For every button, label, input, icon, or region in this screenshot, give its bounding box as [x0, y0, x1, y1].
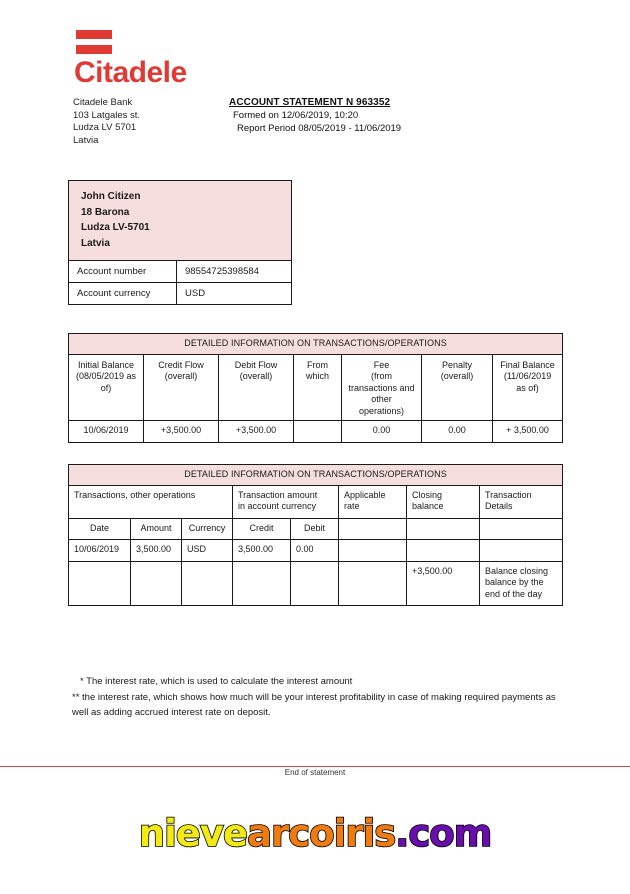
header-fee: [342, 354, 422, 421]
customer-name-address: [69, 181, 291, 261]
customer-country: Latvia: [81, 237, 110, 249]
group-header-closing-balance: [407, 485, 480, 518]
header-credit-flow: [144, 354, 219, 421]
header-penalty: [422, 354, 493, 421]
customer-info-box: [68, 180, 292, 305]
bank-address-block: [73, 97, 140, 147]
group-header-applicable-rate: [339, 485, 407, 518]
flag-bar-top: [76, 30, 112, 39]
cell-debit: [291, 561, 339, 606]
account-currency-row: [69, 283, 291, 304]
summary-table-title: DETAILED INFORMATION ON TRANSACTIONS/OPERATIONS: [69, 334, 563, 355]
cell-closing-balance: [407, 540, 480, 562]
footnote-single-asterisk: * The interest rate, which is used to calculate the interest amount: [80, 676, 353, 687]
header-final-balance-l3: as of): [516, 382, 539, 393]
cell-date: [69, 561, 131, 606]
cell-currency: [182, 561, 233, 606]
watermark: [0, 812, 630, 855]
bank-address-line-2: 103 Latgales st.: [73, 109, 141, 121]
header-debit-flow: [219, 354, 294, 421]
brand-logo-wordmark: Citadele: [74, 56, 187, 89]
cell-credit: 3,500.00: [233, 540, 291, 562]
cell-from-which: [294, 421, 342, 443]
header-from-which: [294, 354, 342, 421]
group-header-transaction-details: [480, 485, 563, 518]
sub-header-rate-spacer: [339, 518, 407, 540]
header-final-balance: [493, 354, 563, 421]
group-header-closing-l2: balance: [412, 501, 444, 511]
account-currency-label: Account currency: [69, 283, 177, 304]
sub-header-closing-spacer: [407, 518, 480, 540]
watermark-part-1: nieve: [138, 812, 248, 855]
cell-date: 10/06/2019: [69, 540, 131, 562]
customer-address2: Ludza LV-5701: [81, 222, 150, 233]
header-initial-balance-l2: (08/05/2019 as: [75, 371, 137, 381]
summary-table-title-row: [69, 334, 563, 355]
group-header-rate-l2: rate: [344, 501, 360, 511]
sub-header-details-spacer: [480, 518, 563, 540]
statement-meta-block: [229, 96, 401, 135]
bank-address-line-1: Citadele Bank: [73, 97, 133, 108]
header-debit-flow-l1: Debit Flow: [234, 359, 278, 370]
sub-header-debit: Debit: [291, 518, 339, 540]
summary-table: [68, 333, 563, 443]
end-of-statement-divider: [0, 766, 630, 767]
account-number-label: Account number: [69, 261, 177, 282]
detail-table-title: DETAILED INFORMATION ON TRANSACTIONS/OPERATIONS: [69, 465, 563, 486]
sub-header-currency: Currency: [182, 518, 233, 540]
account-number-value: 98554725398584: [185, 266, 259, 277]
header-final-balance-l1: Final Balance: [500, 359, 555, 370]
header-penalty-l2: (overall): [440, 371, 474, 381]
cell-amount: [131, 561, 182, 606]
latvian-flag-icon: [76, 30, 112, 54]
header-debit-flow-l2: (overall): [239, 371, 273, 381]
footnotes-block: [72, 674, 572, 721]
table-row: [69, 540, 563, 562]
detail-table: [68, 464, 563, 606]
customer-address1: 18 Barona: [81, 206, 130, 218]
statement-report-period: Report Period 08/05/2019 - 11/06/2019: [237, 123, 402, 134]
footnote-double-asterisk: ** the interest rate, which shows how much will be your interest profitability in case of making required payments as: [72, 691, 556, 703]
detail-table-title-row: [69, 465, 563, 486]
header-initial-balance-l3: of): [100, 382, 112, 393]
header-from-which-l1: From: [307, 359, 328, 370]
statement-formed-on: Formed on 12/06/2019, 10:20: [233, 110, 359, 121]
cell-credit: [233, 561, 291, 606]
header-fee-l5: operations): [358, 405, 405, 416]
cell-transaction-details: [480, 540, 563, 562]
header-credit-flow-l2: (overall): [164, 371, 198, 381]
cell-fee: 0.00: [342, 421, 422, 443]
header-final-balance-l2: (11/06/2019: [503, 371, 552, 381]
customer-name: John Citizen: [81, 191, 141, 202]
cell-initial-balance: 10/06/2019: [69, 421, 144, 443]
watermark-part-2: arcoiris: [247, 812, 396, 855]
cell-amount: 3,500.00: [131, 540, 182, 562]
end-of-statement-label: End of statement: [284, 768, 346, 777]
detail-table-group-header-row: [69, 485, 563, 518]
cell-currency: USD: [182, 540, 233, 562]
cell-applicable-rate: [339, 540, 407, 562]
flag-bar-bottom: [76, 45, 112, 54]
group-header-details-l2: Details: [485, 501, 513, 511]
header-fee-l1: Fee: [373, 359, 390, 370]
footnote-continuation: well as adding accrued interest rate on deposit.: [72, 707, 271, 718]
cell-credit-flow: +3,500.00: [144, 421, 219, 443]
summary-table-header-row: [69, 354, 563, 421]
account-number-row: [69, 261, 291, 283]
group-header-transactions: Transactions, other operations: [69, 485, 233, 518]
group-header-closing-l1: Closing: [412, 489, 443, 500]
group-header-details-l1: Transaction: [485, 489, 532, 500]
statement-title: ACCOUNT STATEMENT N 963352: [229, 97, 391, 108]
group-header-transaction-amount: [233, 485, 339, 518]
sub-header-date: Date: [69, 518, 131, 540]
sub-header-amount: Amount: [131, 518, 182, 540]
account-currency-value: USD: [185, 288, 206, 299]
summary-table-data-row: [69, 421, 563, 443]
header-penalty-l1: Penalty: [441, 359, 473, 370]
header-credit-flow-l1: Credit Flow: [158, 359, 204, 370]
group-header-amount-l1: Transaction amount: [238, 489, 318, 500]
header-from-which-l2: which: [305, 371, 329, 381]
table-row: [69, 561, 563, 606]
header-fee-l3: transactions and: [348, 382, 415, 393]
cell-debit: 0.00: [291, 540, 339, 562]
header-initial-balance: [69, 354, 144, 421]
group-header-rate-l1: Applicable: [344, 489, 386, 500]
cell-debit-flow: +3,500.00: [219, 421, 294, 443]
group-header-amount-l2: in account currency: [238, 501, 317, 511]
cell-applicable-rate: [339, 561, 407, 606]
bank-address-line-3: Ludza LV 5701: [73, 122, 137, 134]
bank-address-line-4: Latvia: [73, 134, 99, 146]
cell-penalty: 0.00: [422, 421, 493, 443]
cell-transaction-details: Balance closing balance by the end of the day: [480, 561, 563, 606]
header-fee-l4: other: [371, 394, 392, 404]
header-fee-l2: (from: [371, 371, 392, 381]
cell-closing-balance: +3,500.00: [407, 561, 480, 606]
detail-table-sub-header-row: [69, 518, 563, 540]
sub-header-credit: Credit: [233, 518, 291, 540]
watermark-part-3: .com: [395, 812, 492, 855]
cell-final-balance: + 3,500.00: [493, 421, 563, 443]
header-initial-balance-l1: Initial Balance: [77, 359, 135, 370]
